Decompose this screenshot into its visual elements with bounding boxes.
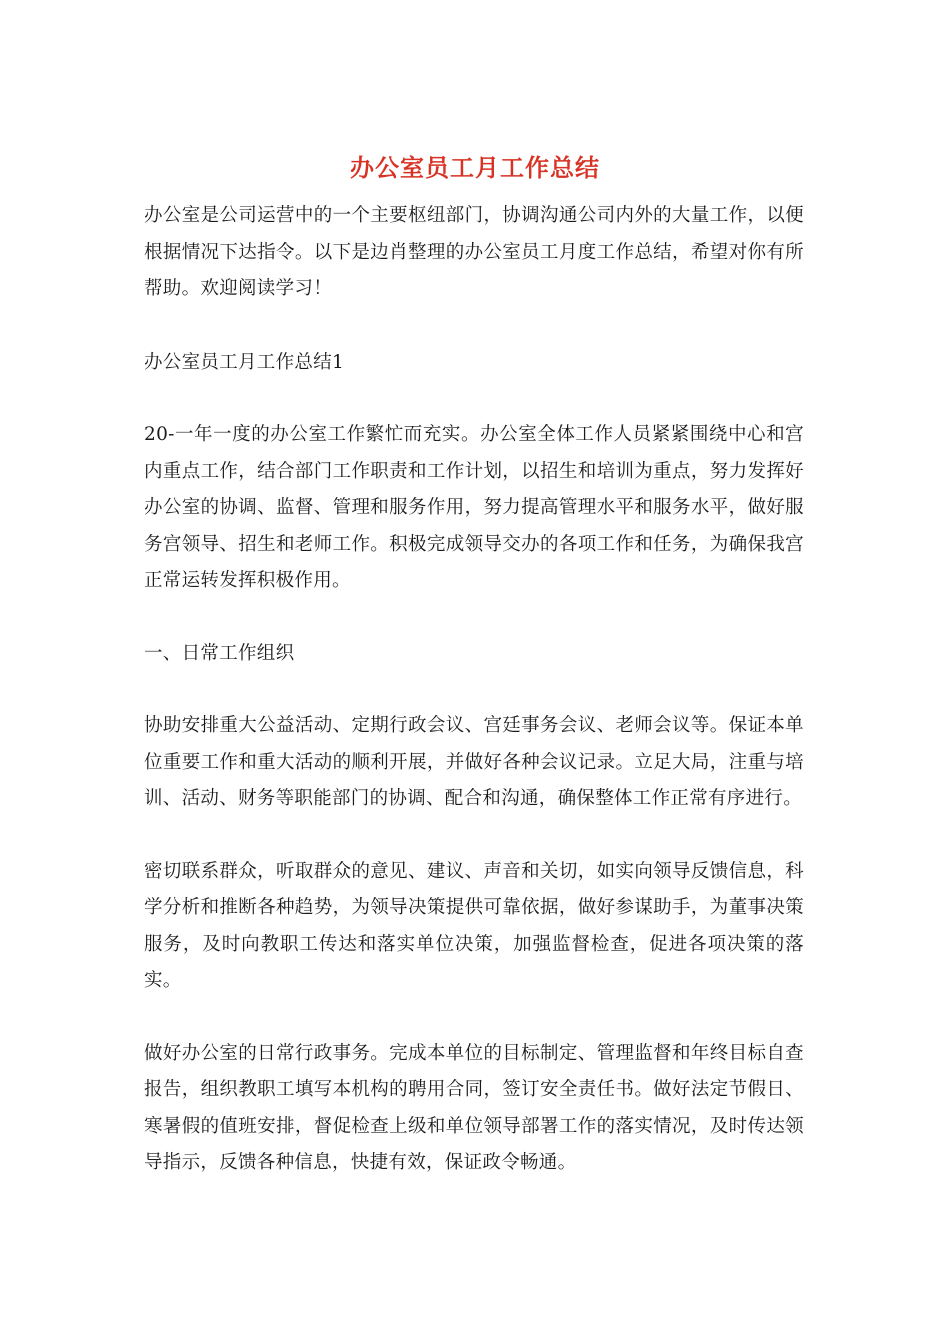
section-heading-daily-work: 一、日常工作组织 — [144, 642, 295, 664]
document-body — [144, 198, 804, 1182]
intro-paragraph: 办公室是公司运营中的一个主要枢纽部门，协调沟通公司内外的大量工作，以便根据情况下达指令。以下是边肖整理的办公室员工月度工作总结，希望对你有所帮助。欢迎阅读学习！ — [144, 205, 804, 299]
body-paragraph: 协助安排重大公益活动、定期行政会议、宫廷事务会议、老师会议等。保证本单位重要工作和重大活动的顺利开展，并做好各种会议记录。立足大局，注重与培训、活动、财务等职能部门的协调、配合和沟通，确保整体工作正常有序进行。 — [144, 715, 804, 809]
document-title: 办公室员工月工作总结 — [350, 153, 600, 182]
body-paragraph: 密切联系群众，听取群众的意见、建议、声音和关切，如实向领导反馈信息，科学分析和推断各种趋势，为领导决策提供可靠依据，做好参谋助手，为董事决策服务，及时向教职工传达和落实单位决策，加强监督检查，促进各项决策的落实。 — [144, 860, 804, 991]
body-paragraph: 做好办公室的日常行政事务。完成本单位的目标制定、管理监督和年终目标自查报告，组织教职工填写本机构的聘用合同，签订安全责任书。做好法定节假日、寒暑假的值班安排，督促检查上级和单位领导部署工作的落实情况，及时传达领导指示，反馈各种信息，快捷有效，保证政令畅通。 — [144, 1042, 804, 1173]
section-heading-summary-1: 办公室员工月工作总结1 — [144, 351, 345, 373]
body-paragraph: 20-一年一度的办公室工作繁忙而充实。办公室全体工作人员紧紧围绕中心和宫内重点工作，结合部门工作职责和工作计划，以招生和培训为重点，努力发挥好办公室的协调、监督、管理和服务作用，努力提高管理水平和服务水平，做好服务宫领导、招生和老师工作。积极完成领导交办的各项工作和任务，为确保我宫正常运转发挥积极作用。 — [144, 424, 804, 591]
